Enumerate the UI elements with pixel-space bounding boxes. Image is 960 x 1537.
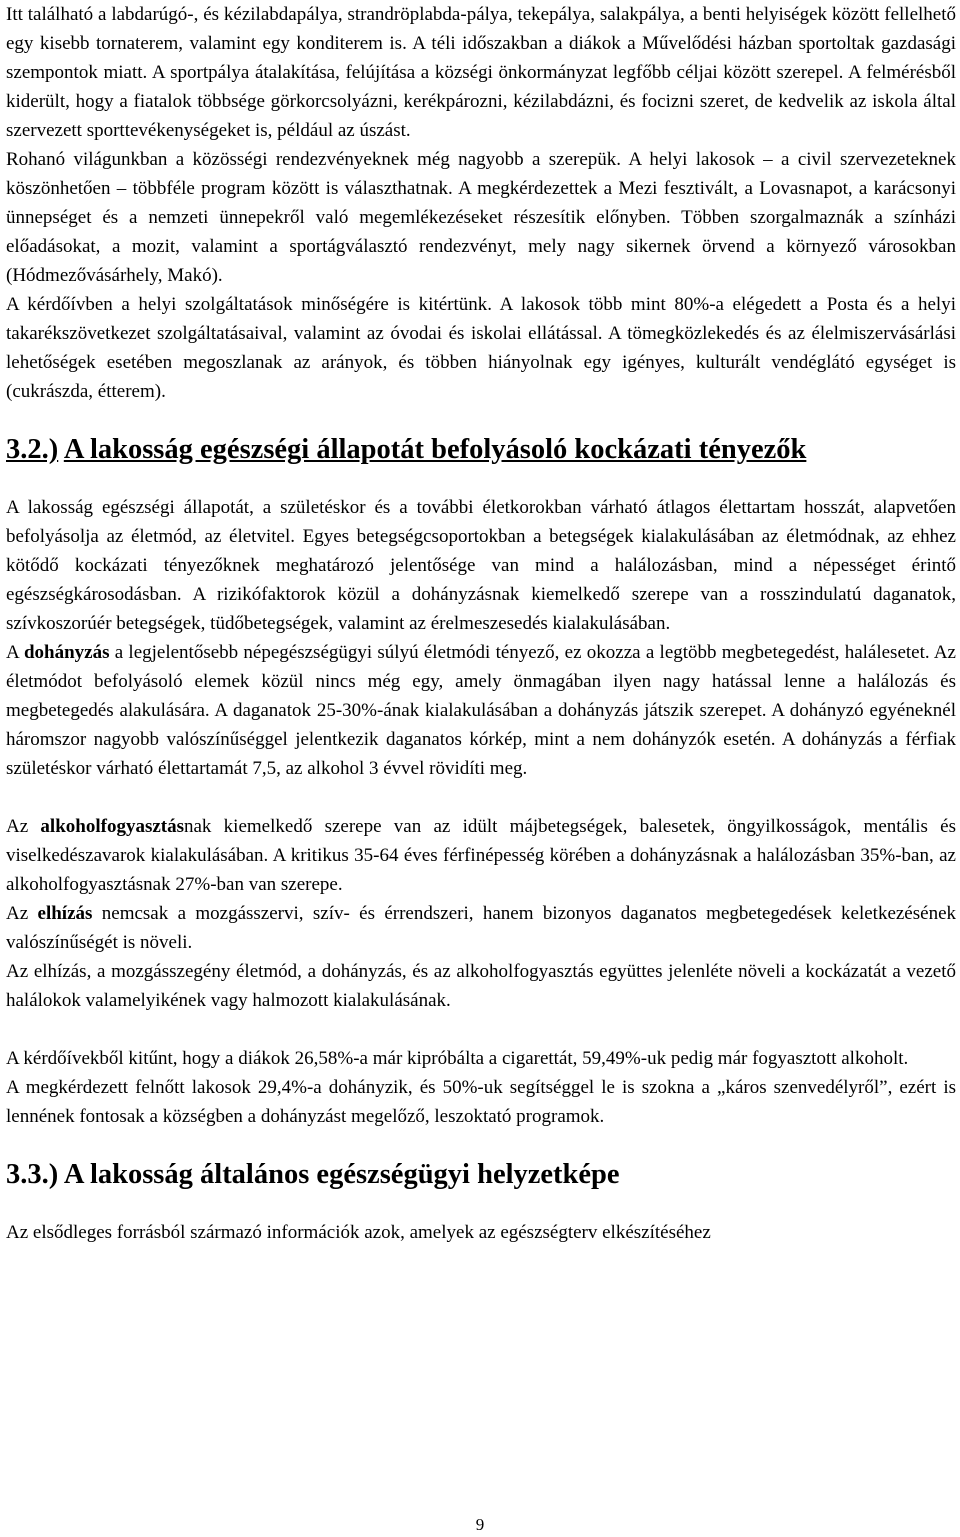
paragraph-health-lifestyle: A lakosság egészségi állapotát, a születéskor és a további életkorokban várható átlagos élettartam hosszát, alapvetően befolyásolja az életmód, az életvitel. Egyes betegségcsoportokban a betegségek kialakulásában az életmódnak, az ehhez kötődő kockázati tényezőknek meghatározó jelentősége van mind a halálozásban, mind a népességet érintő egészségkárosodásban. A rizikófaktorok közül a dohányzásnak kiemelkedő szerepe van a rosszindulatú daganatok, szívkoszorúér betegségek, tüdőbetegségek, valamint az érelmeszesedés kialakulásában. xyxy=(6,497,956,634)
paragraph-local-services: A kérdőívben a helyi szolgáltatások minőségére is kitértünk. A lakosok több mint 80%-a elégedett a Posta és a helyi takarékszövetkezet szolgáltatásaival, valamint az óvodai és iskolai ellátással. A tömegközlekedés és az élelmiszervásárlási lehetőségek esetében megoszlanak az arányok, és többen hiányolnak egy igényes, kulturált vendéglátó egységet is (cukrászda, étterem). xyxy=(6,294,956,402)
section-heading-3-3 xyxy=(6,1160,956,1189)
paragraph-combined-risks: Az elhízás, a mozgásszegény életmód, a dohányzás, és az alkoholfogyasztás együttes jelenléte növeli a kockázatát a vezető halálokok valamelyikének vagy halmozott kialakulásának. xyxy=(6,961,956,1011)
paragraph-obesity xyxy=(6,899,956,957)
document-page xyxy=(6,0,956,1247)
section-number: 3.3.) xyxy=(6,1159,59,1190)
text-fragment: A xyxy=(6,642,24,663)
paragraph-primary-sources: Az elsődleges forrásból származó információk azok, amelyek az egészségterv elkészítéséhez xyxy=(6,1222,711,1243)
spacer xyxy=(6,783,956,812)
text-fragment: a legjelentősebb népegészségügyi súlyú életmódi tényező, ez okozza a legtöbb megbetegedést, halálesetet. Az életmódot befolyásoló elemek közül nincs még egy, amely önmagában ilyen nagy hatással lenne a halálozás és megbetegedés alakulására. A daganatok 25-30%-ának kialakulásában a dohányzás játszik szerepet. A dohányzó egyéneknél háromszor nagyobb valószínűséggel jelentkezik daganatos kórkép, mint a nem dohányzók esetén. A dohányzás a férfiak születéskor várható élettartamát 7,5, az alkohol 3 évvel rövidíti meg. xyxy=(6,642,956,779)
spacer xyxy=(6,1131,956,1160)
emphasis-alcohol: alkoholfogyasztás xyxy=(40,816,184,837)
section-title: A lakosság általános egészségügyi helyzetképe xyxy=(63,1159,620,1190)
paragraph-survey-adults: A megkérdezett felnőtt lakosok 29,4%-a dohányzik, és 50%-uk segítséggel le is szokna a „káros szenvedélyről”, ezért is lennének fontosak a községben a dohányzást megelőző, leszoktató programok. xyxy=(6,1077,956,1127)
spacer xyxy=(6,406,956,435)
paragraph-sports-facilities: Itt található a labdarúgó-, és kézilabdapálya, strandröplabda-pálya, tekepálya, salakpálya, a benti helyiségek között fellelhető egy kisebb tornaterem, valamint egy konditerem is. A téli időszakban a diákok a Művelődési házban sportoltak gazdasági szempontok miatt. A sportpálya átalakítása, felújítása a községi önkormányzat legfőbb céljai között szerepel. A felmérésből kiderült, hogy a fiatalok többsége görkorcsolyázni, kerékpározni, kézilabdázni, és focizni szeret, de kedvelik az iskola által szervezett sporttevékenységeket is, például az úszást. xyxy=(6,4,956,141)
text-fragment: Az xyxy=(6,816,41,837)
emphasis-smoking: dohányzás xyxy=(23,642,110,663)
spacer xyxy=(6,1015,956,1044)
text-fragment: Az xyxy=(6,903,38,924)
page-number: 9 xyxy=(475,1515,485,1534)
spacer xyxy=(6,1189,956,1218)
section-title: A lakosság egészségi állapotát befolyásoló kockázati tényezők xyxy=(63,434,807,465)
text-fragment: nak kiemelkedő szerepe van az idült májbetegségek, balesetek, öngyilkosságok, mentális és viselkedészavarok kialakulásában. A kritikus 35-64 éves férfinépesség körében a dohányzásnak a halálozásban 35%-ban, az alkoholfogyasztásnak 27%-ban van szerepe. xyxy=(6,816,956,895)
text-fragment: nemcsak a mozgásszervi, szív- és érrendszeri, hanem bizonyos daganatos megbetegedések keletkezésének valószínűségét is növeli. xyxy=(6,903,957,953)
paragraph-community-events: Rohanó világunkban a közösségi rendezvényeknek még nagyobb a szerepük. A helyi lakosok – a civil szervezeteknek köszönhetően – többféle program között is választhatnak. A megkérdezettek a Mezi fesztivált, a Lovasnapot, a karácsonyi ünnepséget és a nemzeti ünnepekről való megemlékezéseket részesítik előnyben. Többen szorgalmaznák a színházi előadásokat, a mozit, valamint a sportágválasztó rendezvényt, mely nagy sikernek örvend a környező városokban (Hódmezővásárhely, Makó). xyxy=(6,149,956,286)
section-number: 3.2.) xyxy=(6,434,59,465)
paragraph-survey-students: A kérdőívekből kitűnt, hogy a diákok 26,58%-a már kipróbálta a cigarettát, 59,49%-uk pedig már fogyasztott alkoholt. xyxy=(6,1048,909,1069)
section-heading-3-2 xyxy=(6,435,956,464)
paragraph-alcohol xyxy=(6,812,956,899)
paragraph-smoking xyxy=(6,638,956,783)
spacer xyxy=(6,464,956,493)
emphasis-obesity: elhízás xyxy=(37,903,93,924)
